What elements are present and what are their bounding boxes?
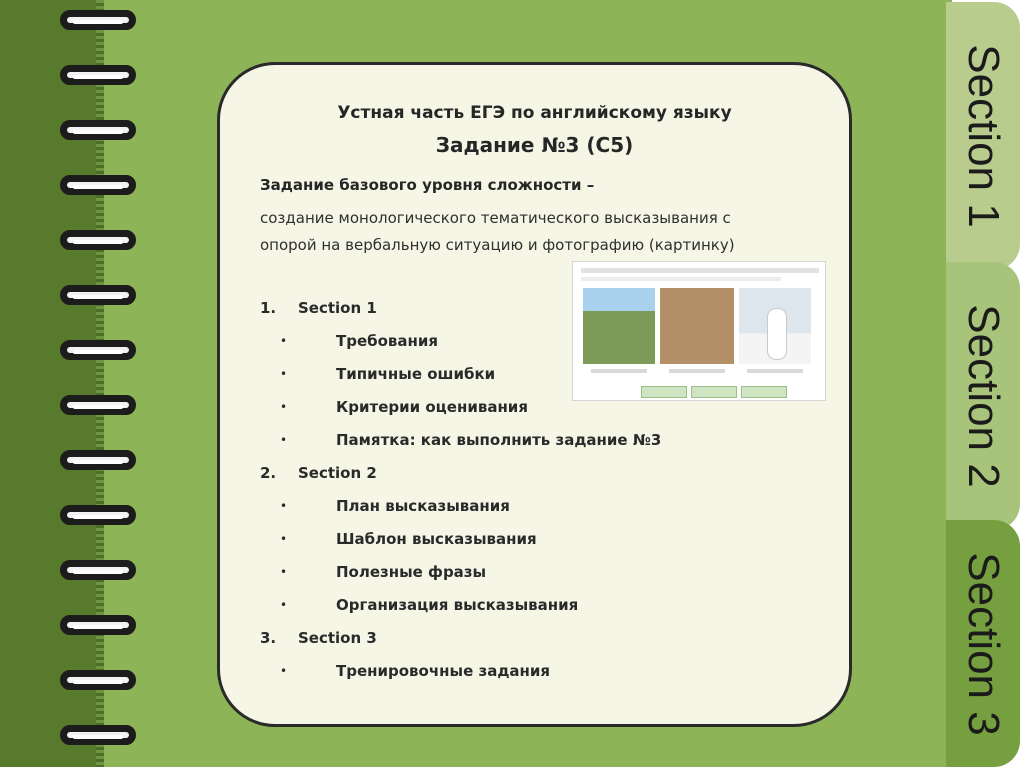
outline-section-label: Section 2 <box>298 463 377 482</box>
outline-number: 3. <box>260 628 277 647</box>
outline-item <box>260 357 820 390</box>
thumbnail-subheader <box>581 277 781 281</box>
bullet-icon: • <box>280 366 288 381</box>
spiral-binding <box>60 0 150 767</box>
intro-text: создание монологического тематического высказывания с опорой на вербальную ситуацию и фотографию (картинку) <box>260 209 735 254</box>
card-subtitle: Задание №3 (С5) <box>435 133 634 157</box>
bullet-icon: • <box>280 432 288 447</box>
spiral-ring <box>60 285 136 305</box>
spiral-ring <box>60 340 136 360</box>
bullet-icon: • <box>280 531 288 546</box>
spiral-ring <box>60 175 136 195</box>
outline-number: 2. <box>260 463 277 482</box>
outline-item <box>260 324 820 357</box>
bullet-icon: • <box>280 663 288 678</box>
outline-item <box>260 489 820 522</box>
outline-item-label: Типичные ошибки <box>336 364 496 383</box>
outline-section-label: Section 3 <box>298 628 377 647</box>
card-title: Устная часть ЕГЭ по английскому языку <box>337 103 732 123</box>
outline-item-label: Памятка: как выполнить задание №3 <box>336 430 662 449</box>
outline-number: 1. <box>260 298 277 317</box>
tab-section-1-label: Section 1 <box>959 44 1008 228</box>
spiral-ring <box>60 615 136 635</box>
bullet-icon: • <box>280 597 288 612</box>
content-card <box>217 62 852 727</box>
tab-section-1[interactable] <box>946 2 1020 270</box>
outline-section[interactable] <box>260 291 820 324</box>
outline-item-label: Требования <box>336 331 439 350</box>
bullet-icon: • <box>280 498 288 513</box>
tab-section-2-label: Section 2 <box>959 304 1008 488</box>
outline-item <box>260 588 820 621</box>
tab-section-3[interactable] <box>946 520 1020 767</box>
spiral-ring <box>60 65 136 85</box>
spiral-ring <box>60 395 136 415</box>
outline-item <box>260 522 820 555</box>
outline-section[interactable] <box>260 621 820 654</box>
outline-item-label: Полезные фразы <box>336 562 487 581</box>
outline-item-label: Шаблон высказывания <box>336 529 537 548</box>
outline-item <box>260 654 820 687</box>
outline-section-label: Section 1 <box>298 298 377 317</box>
outline-item <box>260 555 820 588</box>
outline-item <box>260 423 820 456</box>
outline-item-label: Критерии оценивания <box>336 397 528 416</box>
tab-section-3-label: Section 3 <box>959 551 1008 736</box>
spiral-ring <box>60 670 136 690</box>
bullet-icon: • <box>280 333 288 348</box>
outline-item-label: Организация высказывания <box>336 595 579 614</box>
spiral-ring <box>60 230 136 250</box>
outline-item <box>260 390 820 423</box>
bullet-icon: • <box>280 399 288 414</box>
tab-section-2[interactable] <box>946 262 1020 530</box>
spiral-ring <box>60 725 136 745</box>
spiral-ring <box>60 120 136 140</box>
thumbnail-header <box>581 268 819 273</box>
spiral-ring <box>60 505 136 525</box>
spiral-ring <box>60 450 136 470</box>
spiral-ring <box>60 560 136 580</box>
outline-item-label: Тренировочные задания <box>336 661 551 680</box>
outline-list <box>260 291 820 687</box>
outline-item-label: План высказывания <box>336 496 510 515</box>
bullet-icon: • <box>280 564 288 579</box>
outline-section[interactable] <box>260 456 820 489</box>
intro-heading: Задание базового уровня сложности – <box>260 176 595 194</box>
spiral-ring <box>60 10 136 30</box>
